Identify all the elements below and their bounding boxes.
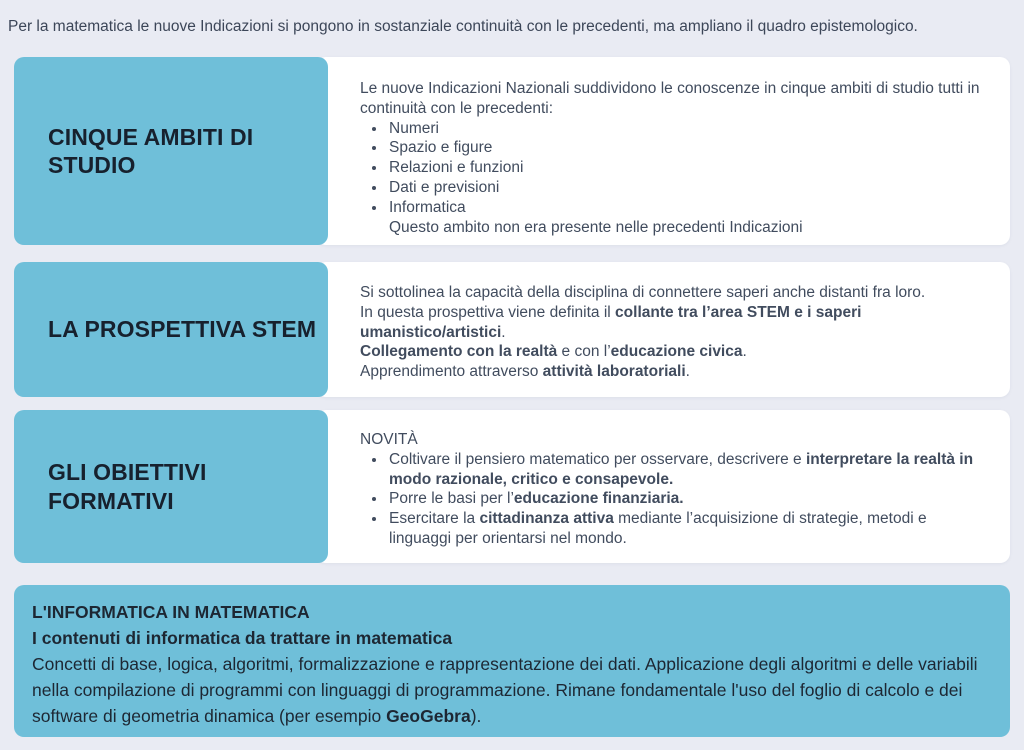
- list-item: [387, 138, 984, 158]
- text-line: Si sottolinea la capacità della disciplina di connettere saperi anche distanti fra loro.: [360, 284, 926, 301]
- row-title-box-prospettiva-stem: [14, 262, 328, 397]
- intro-text: Per la matematica le nuove Indicazioni si pongono in sostanziale continuità con le precedenti, ma ampliano il quadro epistemologico.: [8, 18, 918, 35]
- text-line: Collegamento con la realtà e con l’educazione civica.: [360, 343, 747, 361]
- row-title-box-cinque-ambiti: [14, 57, 328, 245]
- novita-label: NOVITÀ: [360, 431, 418, 448]
- row-cinque-ambiti: [14, 57, 1010, 245]
- text-line: Apprendimento attraverso attività laboratoriali.: [360, 363, 690, 381]
- card-intro-text: Le nuove Indicazioni Nazionali suddividono le conoscenze in cinque ambiti di studio tutti in continuità con le precedenti:: [360, 80, 980, 117]
- list-item-label: Dati e previsioni: [389, 178, 500, 196]
- rows-container: [14, 57, 1010, 563]
- list-item-label: Numeri: [389, 119, 439, 137]
- list-item: • Coltivare il pensiero matematico per osservare, descrivere e interpretare la realtà in modo razionale, critico e consapevole.: [387, 450, 984, 490]
- list-item: [387, 178, 984, 198]
- list-item: [387, 119, 984, 139]
- list-item: • Porre le basi per l’educazione finanziaria.: [387, 489, 984, 509]
- ambiti-list: [360, 119, 984, 238]
- list-item-label: Relazioni e funzioni: [389, 159, 524, 177]
- list-item-label: Informatica: [389, 198, 466, 216]
- list-item: • Esercitare la cittadinanza attiva mediante l’acquisizione di strategie, metodi e linguaggi per orientarsi nel mondo.: [387, 509, 984, 549]
- row-content-card: [316, 410, 1010, 563]
- row-title-box-obiettivi-formativi: [14, 410, 328, 563]
- footer-title: L'INFORMATICA IN MATEMATICA: [32, 602, 310, 622]
- row-content-card: [316, 262, 1010, 397]
- row-title: GLI OBIETTIVI FORMATIVI: [48, 459, 207, 514]
- obiettivi-list: [360, 450, 984, 549]
- row-prospettiva-stem: [14, 262, 1010, 397]
- footer-panel: [14, 585, 1010, 737]
- row-title: CINQUE AMBITI DI STUDIO: [48, 123, 254, 178]
- informatica-note: Questo ambito non era presente nelle precedenti Indicazioni: [389, 218, 803, 236]
- row-content-card: [316, 57, 1010, 245]
- text-line: In questa prospettiva viene definita il collante tra l’area STEM e i saperi umanistico/artistici.: [360, 303, 862, 341]
- list-item: [387, 158, 984, 178]
- footer-body: Concetti di base, logica, algoritmi, formalizzazione e rappresentazione dei dati. Applicazione degli algoritmi e delle variabili nella compilazione di programmi con linguaggi di programmazione. Rimane fondamentale l'uso del foglio di calcolo e dei software di geometria dinamica (per esempio GeoGebra).: [32, 654, 978, 726]
- list-item: [387, 198, 984, 238]
- footer-subtitle: I contenuti di informatica da trattare in matematica: [32, 628, 453, 648]
- list-item-label: Spazio e figure: [389, 139, 493, 157]
- row-obiettivi-formativi: [14, 410, 1010, 563]
- row-title: LA PROSPETTIVA STEM: [48, 316, 317, 343]
